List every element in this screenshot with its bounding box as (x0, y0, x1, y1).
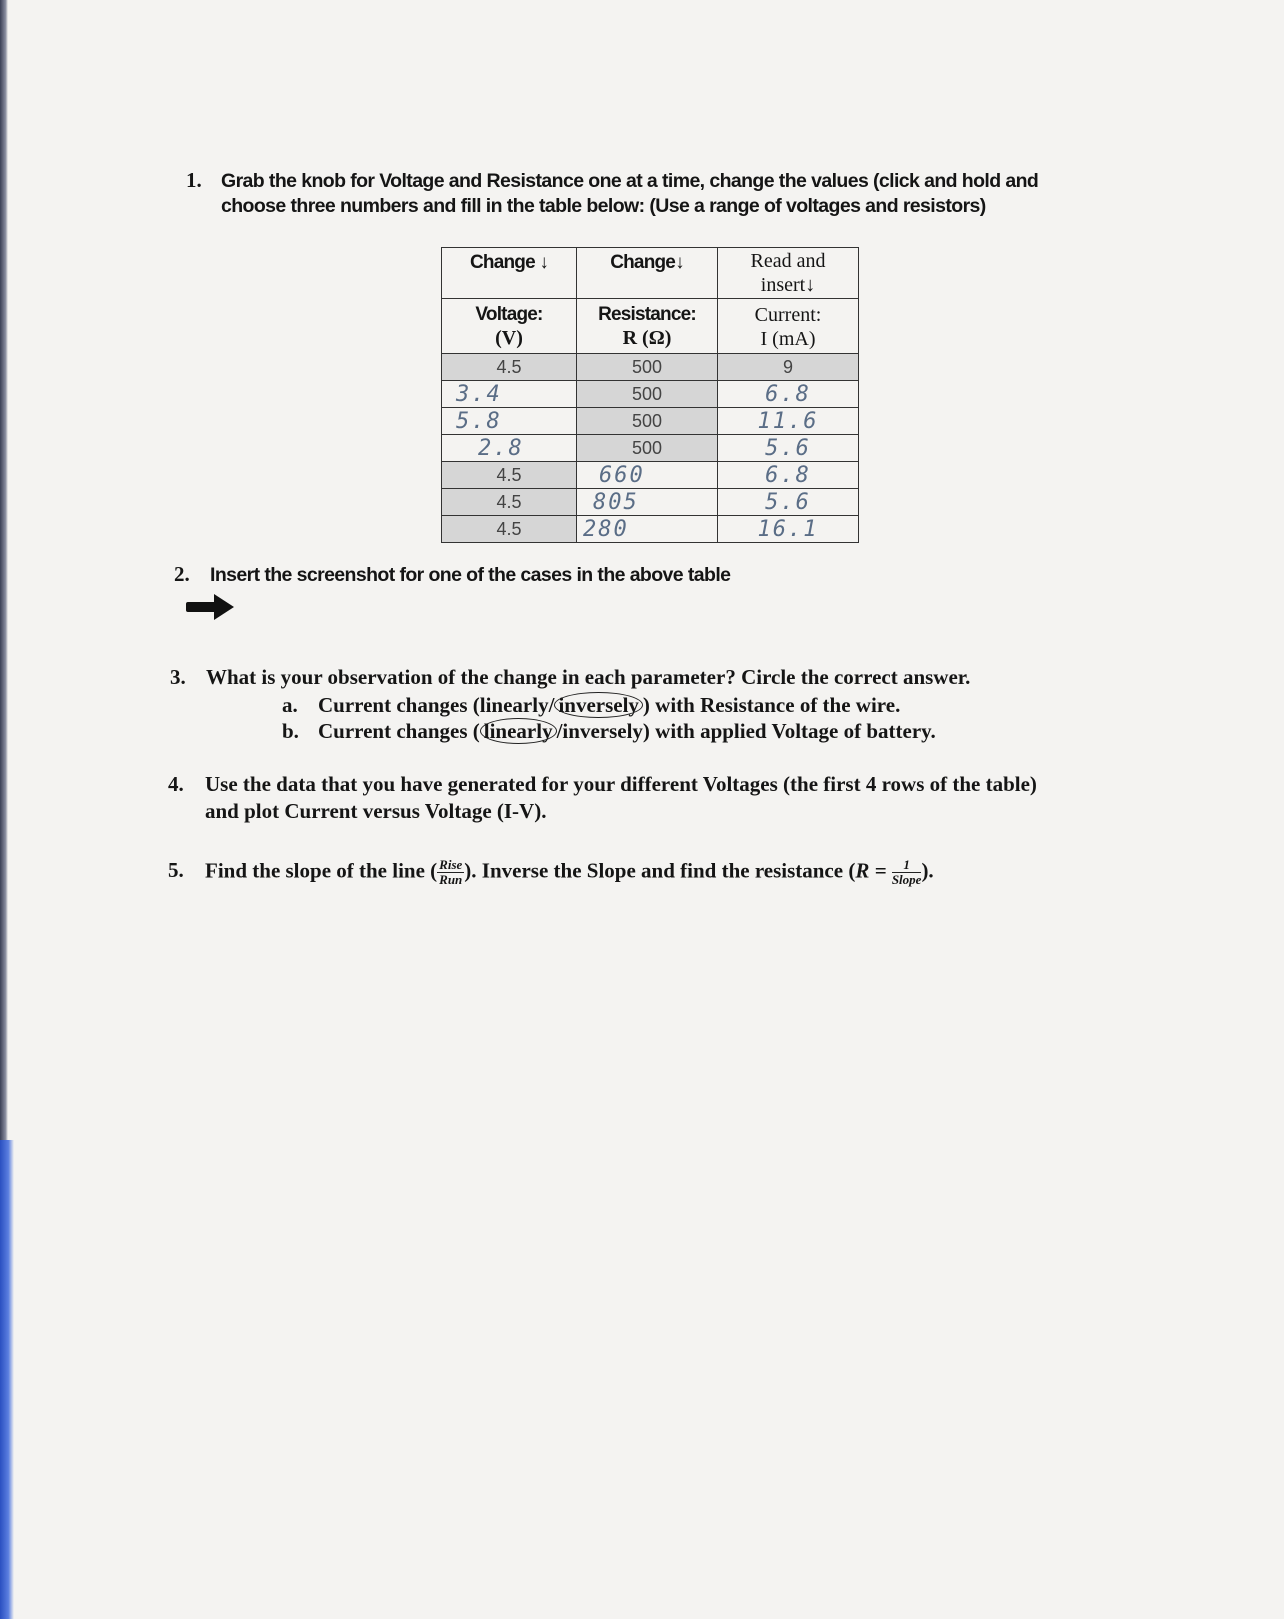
cell-voltage-handwritten: 3.4 (442, 381, 577, 408)
cell-current-handwritten: 6.8 (718, 381, 859, 408)
question-4-number: 4. (168, 772, 184, 796)
question-3b-text-pre: Current changes ( (318, 719, 480, 743)
table-row (442, 462, 859, 489)
cell-voltage: 4.5 (442, 489, 577, 516)
fraction-numerator-one: 1 (892, 858, 922, 873)
header-change-resistance: Change↓ (577, 248, 718, 299)
question-5-number: 5. (168, 858, 184, 882)
one-over-slope-fraction (892, 858, 922, 887)
cell-resistance-handwritten: 660 (577, 462, 718, 489)
circled-answer-inversely: inversely (554, 692, 642, 718)
header-read-line-1: Read and (750, 250, 826, 272)
question-5-text-mid: ). Inverse the Slope and find the resistance ( (464, 858, 856, 883)
circled-answer-linearly: linearly (480, 718, 557, 744)
question-2-number: 2. (174, 562, 190, 586)
question-3a-label: a. (282, 693, 298, 717)
cell-current-handwritten: 5.6 (718, 489, 859, 516)
column-voltage-header (442, 299, 577, 354)
cell-resistance-handwritten: 280 (577, 516, 718, 543)
table-row (442, 408, 859, 435)
question-4 (168, 772, 1268, 827)
question-1-line-2: choose three numbers and fill in the table below: (Use a range of voltages and resistors) (221, 195, 986, 217)
question-5-text-post: ). (921, 858, 934, 883)
column-resistance-unit: R (Ω) (622, 327, 672, 349)
fraction-denominator-slope: Slope (891, 872, 922, 887)
question-1-line-1: Grab the knob for Voltage and Resistance one at a time, change the values (click and hold and (221, 170, 1039, 192)
cell-resistance: 500 (577, 435, 718, 462)
column-current-unit: I (mA) (760, 328, 816, 350)
question-3a-text-pre: Current changes (linearly/ (318, 693, 555, 717)
question-4-line-2: and plot Current versus Voltage (I-V). (205, 799, 547, 823)
cell-current: 9 (718, 354, 859, 381)
cell-voltage: 4.5 (442, 516, 577, 543)
cell-resistance: 500 (577, 354, 718, 381)
cell-current-handwritten: 6.8 (718, 462, 859, 489)
question-3b (282, 719, 1082, 745)
header-read-current (718, 248, 859, 299)
question-5 (168, 858, 1268, 898)
column-current-label: Current: (754, 304, 822, 326)
question-1-number: 1. (186, 168, 202, 192)
question-3-text: What is your observation of the change in each parameter? Circle the correct answer. (206, 665, 971, 689)
cell-resistance: 500 (577, 381, 718, 408)
question-2-text: Insert the screenshot for one of the cases in the above table (210, 564, 731, 586)
cell-current-handwritten: 16.1 (718, 516, 859, 543)
column-resistance-header (577, 299, 718, 354)
cell-resistance-handwritten: 805 (577, 489, 718, 516)
cell-voltage-handwritten: 2.8 (442, 435, 577, 462)
table-header-row-1 (442, 248, 859, 299)
cell-current-handwritten: 5.6 (718, 435, 859, 462)
table-header-row-2 (442, 299, 859, 354)
question-3-number: 3. (170, 665, 186, 689)
question-3a (282, 693, 1082, 719)
fraction-denominator-run: Run (439, 872, 463, 887)
rise-over-run-fraction (437, 858, 464, 887)
cell-voltage-handwritten: 5.8 (442, 408, 577, 435)
question-1 (186, 168, 1186, 223)
cell-voltage: 4.5 (442, 354, 577, 381)
fraction-numerator-rise: Rise (439, 857, 463, 872)
table-row (442, 435, 859, 462)
column-voltage-unit: (V) (495, 327, 523, 349)
table-row (442, 354, 859, 381)
question-3b-label: b. (282, 719, 299, 743)
right-arrow-icon (186, 594, 234, 620)
question-2 (174, 562, 974, 590)
table-row (442, 489, 859, 516)
question-5-text-pre: Find the slope of the line ( (205, 858, 438, 883)
cell-current-handwritten: 11.6 (718, 408, 859, 435)
resistance-formula-r: R = (855, 858, 887, 883)
cell-resistance: 500 (577, 408, 718, 435)
header-read-line-2: insert↓ (760, 274, 816, 296)
cell-voltage: 4.5 (442, 462, 577, 489)
question-3b-text-post: /inversely) with applied Voltage of battery. (556, 719, 936, 743)
column-current-header (718, 299, 859, 354)
question-3a-text-post: ) with Resistance of the wire. (642, 693, 901, 717)
header-change-voltage: Change ↓ (442, 248, 577, 299)
question-4-line-1: Use the data that you have generated for your different Voltages (the first 4 rows of the table) (205, 772, 1037, 796)
table-row (442, 516, 859, 543)
background-blue-edge (0, 1140, 14, 1619)
column-voltage-label: Voltage: (475, 304, 543, 325)
column-resistance-label: Resistance: (598, 304, 696, 325)
table-row (442, 381, 859, 408)
data-table (441, 247, 859, 543)
